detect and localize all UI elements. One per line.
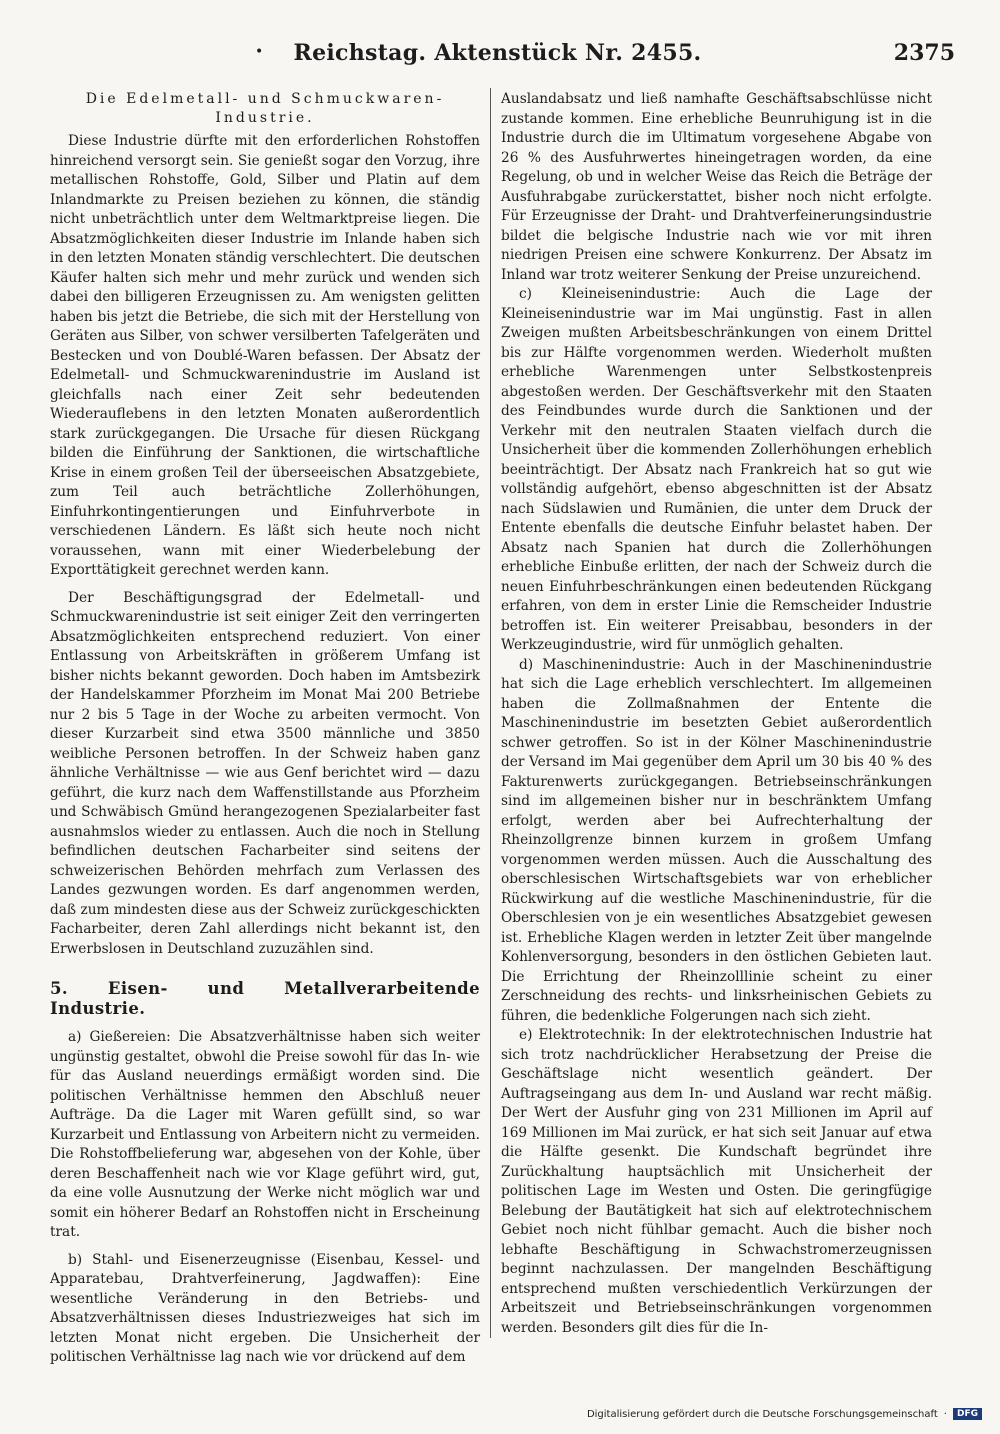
column-divider xyxy=(490,88,491,1338)
paragraph: b) Stahl- und Eisenerzeugnisse (Eisenbau, Kessel- und Apparatebau, Drahtverfeinerung, Jagdwaffen): Eine wesentliche Veränderung in den Betriebs- und Absatzverhältnissen dieses Industriezweiges hat sich im letzten Monat nicht ergeben. Die Unsicherheit der politischen Verhältnisse lag nach wie vor drückend auf dem xyxy=(50,1251,480,1365)
section-heading: 5. Eisen- und Metallverarbeitende Industrie. xyxy=(50,979,480,1018)
right-column xyxy=(501,90,932,1338)
paragraph: Auslandabsatz und ließ namhafte Geschäftsabschlüsse nicht zustande kommen. Eine erhebliche Beunruhigung ist in die Industrie durch die im Ultimatum vorgesehene Abgabe von 26 % des Ausfuhrwertes hineingetragen worden, da eine Regelung, ob und in welcher Weise das Reich die Beträge der Ausfuhrabgabe zurückerstattet, bisher noch nicht erfolgte. Für Erzeugnisse der Draht- und Drahtverfeinerungsindustrie bildet die belgische Industrie nach wie vor mit ihren niedrigen Preisen eine schwere Konkurrenz. Der Absatz im Inland war trotz weiterer Senkung der Preise unzureichend. xyxy=(501,91,932,283)
credit-text: Digitalisierung gefördert durch die Deutsche Forschungsgemeinschaft xyxy=(586,1408,938,1420)
paragraph: Der Beschäftigungsgrad der Edelmetall- und Schmuckwarenindustrie ist seit einiger Zeit den verringerten Absatzmöglichkeiten entsprechend reduziert. Von einer Entlassung von Arbeitskräften in größerem Umfang ist bisher nichts bekannt geworden. Doch haben im Amtsbezirk der Handelskammer Pforzheim im Monat Mai 200 Betriebe nur 2 bis 5 Tage in der Woche zu arbeiten vermocht. Von dieser Kurzarbeit sind etwa 3500 männliche und 3850 weibliche Personen betroffen. In der Schweiz haben ganz ähnliche Verhältnisse — wie aus Genf berichtet wird — dazu geführt, die kurz nach dem Waffenstillstande aus Pforzheim und Schwäbisch Gmünd herangezogenen Spezialarbeiter fast ausnahmslos wieder zu entlassen. Auch die noch in Stellung befindlichen deutschen Facharbeiter sind seitens der schweizerischen Behörden mehrfach zum Verlassen des Landes gezwungen worden. Es darf angenommen werden, daß zum mindesten diese aus der Schweiz zurückgeschickten Facharbeiter, deren Zahl allerdings nicht bekannt ist, den Erwerbslosen in Deutschland zuzuzählen sind. xyxy=(50,589,480,957)
paragraph: e) Elektrotechnik: In der elektrotechnischen Industrie hat sich trotz nachdrücklicher Herabsetzung der Preise die Geschäftslage nicht wesentlich geändert. Der Auftragseingang aus dem In- und Ausland war recht mäßig. Der Wert der Ausfuhr ging von 231 Millionen im April auf 169 Millionen im Mai zurück, er hat sich seit Januar auf etwa die Hälfte gesenkt. Die Kundschaft begründet ihre Zurückhaltung hauptsächlich mit Unsicherheit der politischen Lage im Westen und Osten. Die geringfügige Belebung der Bautätigkeit hat sich auf elektrotechnischem Gebiet noch nicht fühlbar gemacht. Auch die bisher noch lebhafte Beschäftigung in Schwachstromerzeugnissen beginnt nachzulassen. Der mangelnden Beschäftigung entsprechend mußten verschiedentlich Verkürzungen der Arbeitszeit und Betriebseinschränkungen vorgenommen werden. Besonders gilt dies für die In- xyxy=(501,1027,932,1336)
running-title: Reichstag. Aktenstück Nr. 2455. xyxy=(293,40,702,66)
paragraph: a) Gießereien: Die Absatzverhältnisse haben sich weiter ungünstig gestaltet, obwohl die Preise sowohl für das In- wie für das Ausland neuerdings ermäßigt worden sind. Die politischen Verhältnisse hemmen den Abschluß neuer Aufträge. Da die Lager mit Waren gefüllt sind, so war Kurzarbeit und Entlassung von Arbeitern nicht zu vermeiden. Die Rohstoffbelieferung war, abgesehen von der Kohle, über deren Beschaffenheit nach wie vor Klage geführt wird, gut, da eine volle Ausnutzung der Werke nicht möglich war und somit ein höherer Bedarf an Rohstoffen nicht in Erscheinung trat. xyxy=(50,1029,480,1240)
page-number: 2375 xyxy=(893,40,955,66)
separator-dot: · xyxy=(943,1408,947,1420)
left-column xyxy=(50,90,480,1368)
page-header xyxy=(40,40,955,72)
subsection-heading: Die Edelmetall- und Schmuckwaren-Industrie. xyxy=(85,91,445,126)
paragraph: Diese Industrie dürfte mit den erforderlichen Rohstoffen hinreichend versorgt sein. Sie genießt sogar den Vorzug, ihre metallischen Rohstoffe, Gold, Silber und Platin auf dem Inlandmarkte zu Preisen beziehen zu können, die ständig nicht unbeträchtlich unter dem Weltmarktpreise liegen. Die Absatzmöglichkeiten dieser Industrie im Inlande haben sich in den letzten Monaten ständig verschlechtert. Die deutschen Käufer halten sich mehr und mehr zurück und wenden sich dabei den billigeren Erzeugnissen zu. Am wenigsten gelitten haben bis jetzt die Betriebe, die sich mit der Herstellung von Geräten aus Silber, von schwer versilberten Tafelgeräten und Bestecken und von Doublé-Waren befassen. Der Absatz der Edelmetall- und Schmuckwarenindustrie im Ausland ist gleichfalls nach einer Zeit sehr bedeutenden Wiederauflebens in den letzten Monaten außerordentlich stark zurückgegangen. Die Ursache für diesen Rückgang bilden die Einführung der Sanktionen, die wirtschaftliche Krise in einem großen Teil der überseeischen Absatzgebiete, zum Teil auch beträchtliche Zollerhöhungen, Einfuhrkontingentierungen und Einfuhrverbote in verschiedenen Ländern. Es läßt sich heute noch nicht voraussehen, wann mit einer Wiederbelebung der Exporttätigkeit gerechnet werden kann. xyxy=(50,133,480,578)
dfg-logo: DFG xyxy=(953,1408,982,1420)
digitization-credit xyxy=(587,1408,982,1420)
paragraph: d) Maschinenindustrie: Auch in der Maschinenindustrie hat sich die Lage erheblich verschlechtert. Im allgemeinen haben die Zollmaßnahmen der Entente die Maschinenindustrie im besetzten Gebiet außerordentlich schwer getroffen. So ist in der Kölner Maschinenindustrie der Versand im Mai gegenüber dem April um 30 bis 40 % des Fakturenwerts zurückgegangen. Betriebseinschränkungen sind im allgemeinen bisher nur in beschränktem Umfang erfolgt, werden aber bei Aufrechterhaltung der Rheinzollgrenze binnen kurzem in großem Umfang vorgenommen werden müssen. Auch die Ausschaltung des oberschlesischen Wirtschaftsgebiets war von erheblicher Rückwirkung auf die westliche Maschinenindustrie, für die Oberschlesien von je ein wesentliches Absatzgebiet gewesen ist. Erhebliche Klagen werden in letzter Zeit über mangelnde Kohlenversorgung, besonders in den östlichen Gebieten laut. Die Errichtung der Rheinzolllinie scheint zu einer Zerschneidung des rechts- und linksrheinischen Gebiets zu führen, die bedenkliche Folgerungen nach sich zieht. xyxy=(501,656,932,1024)
paragraph: c) Kleineisenindustrie: Auch die Lage der Kleineisenindustrie war im Mai ungünstig. Fast in allen Zweigen mußten Arbeitsbeschränkungen von einem Drittel bis zur Hälfte vorgenommen werden. Wiederholt mußten erhebliche Warenmengen unter Selbstkostenpreis abgestoßen werden. Der Geschäftsverkehr mit den Staaten des Feindbundes wurde durch die Sanktionen und der Verkehr mit den neutralen Staaten vielfach durch die Unsicherheit über die kommenden Zollerhöhungen erheblich beeinträchtigt. Der Absatz nach Frankreich hat so gut wie vollständig aufgehört, ebenso abgeschnitten ist der Absatz nach Südslawien und Rumänien, die unter dem Druck der Entente ebenfalls die deutsche Einfuhr belastet haben. Der Absatz nach Spanien hat durch die Zollerhöhungen erhebliche Einbuße erlitten, der nach der Schweiz durch die neuen Einfuhrbeschränkungen einen bedeutenden Rückgang erfahren, von dem in erster Linie die Remscheider Industrie betroffen ist. Ein weiterer Preisabbau, besonders in der Werkzeugindustrie, wird für unmöglich gehalten. xyxy=(501,286,932,653)
header-mark: • xyxy=(255,44,264,60)
